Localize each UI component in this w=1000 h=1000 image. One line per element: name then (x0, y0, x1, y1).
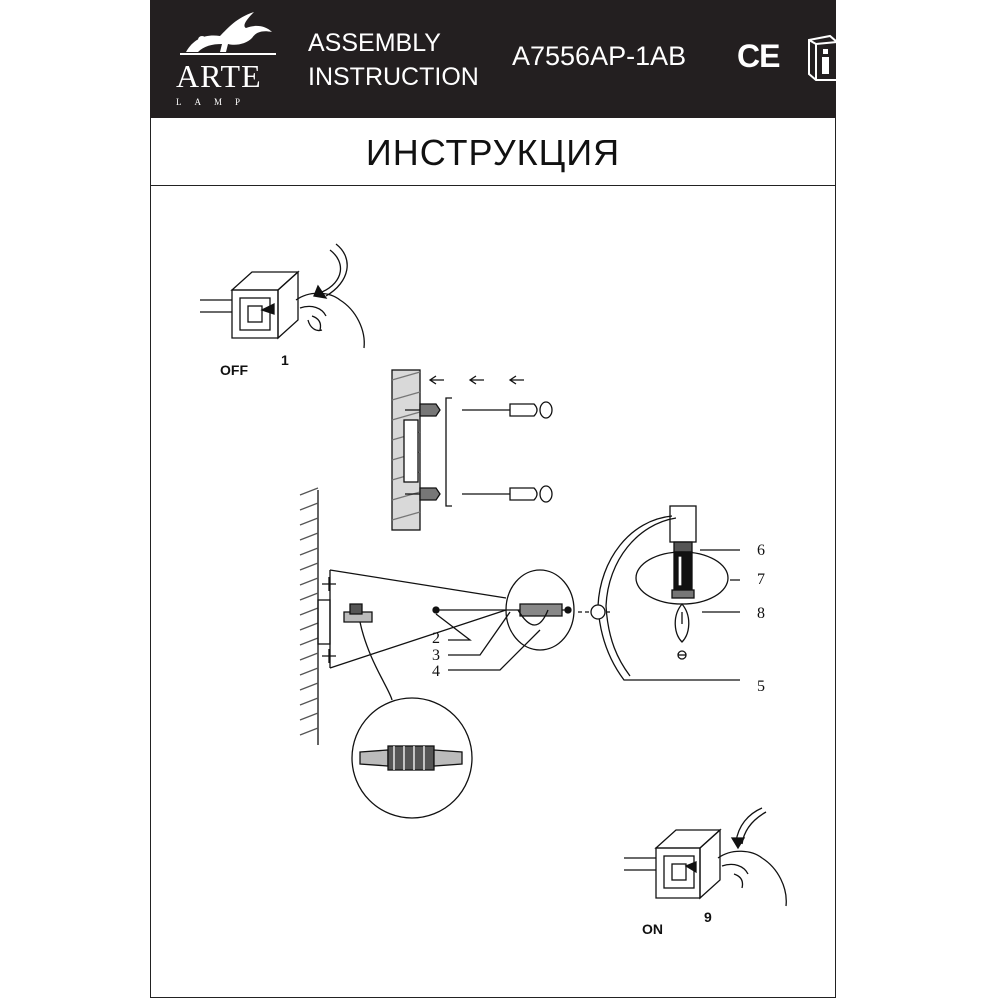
mount-cone (330, 570, 610, 668)
assembly-line-2: INSTRUCTION (308, 63, 479, 91)
part-8-label: 8 (757, 605, 765, 622)
part-7-label: 7 (757, 571, 765, 588)
wire-connector-detail (352, 622, 472, 818)
subtitle: ИНСТРУКЦИЯ (365, 132, 621, 173)
part-4-label: 4 (432, 663, 440, 680)
part-3-label: 3 (432, 647, 440, 664)
part-5-label: 5 (757, 678, 765, 695)
assembly-line-1: ASSEMBLY (308, 29, 441, 57)
part-2-label: 2 (432, 630, 440, 647)
ce-mark: CE (737, 38, 780, 74)
brand-name: ARTE (176, 58, 262, 94)
switch-off-illustration (200, 244, 364, 348)
brand-subtitle: LAMP (176, 97, 254, 107)
part-6-label: 6 (757, 542, 765, 559)
on-label: ON (642, 921, 663, 937)
step-1-label: 1 (281, 352, 289, 368)
step-9-label: 9 (704, 909, 712, 925)
off-label: OFF (220, 362, 248, 378)
switch-on-illustration (624, 808, 786, 906)
wall-section-top (392, 370, 552, 530)
lamp-assembly (591, 506, 740, 680)
model-number: A7556AP-1AB (512, 41, 687, 71)
part-leaders (436, 612, 540, 670)
